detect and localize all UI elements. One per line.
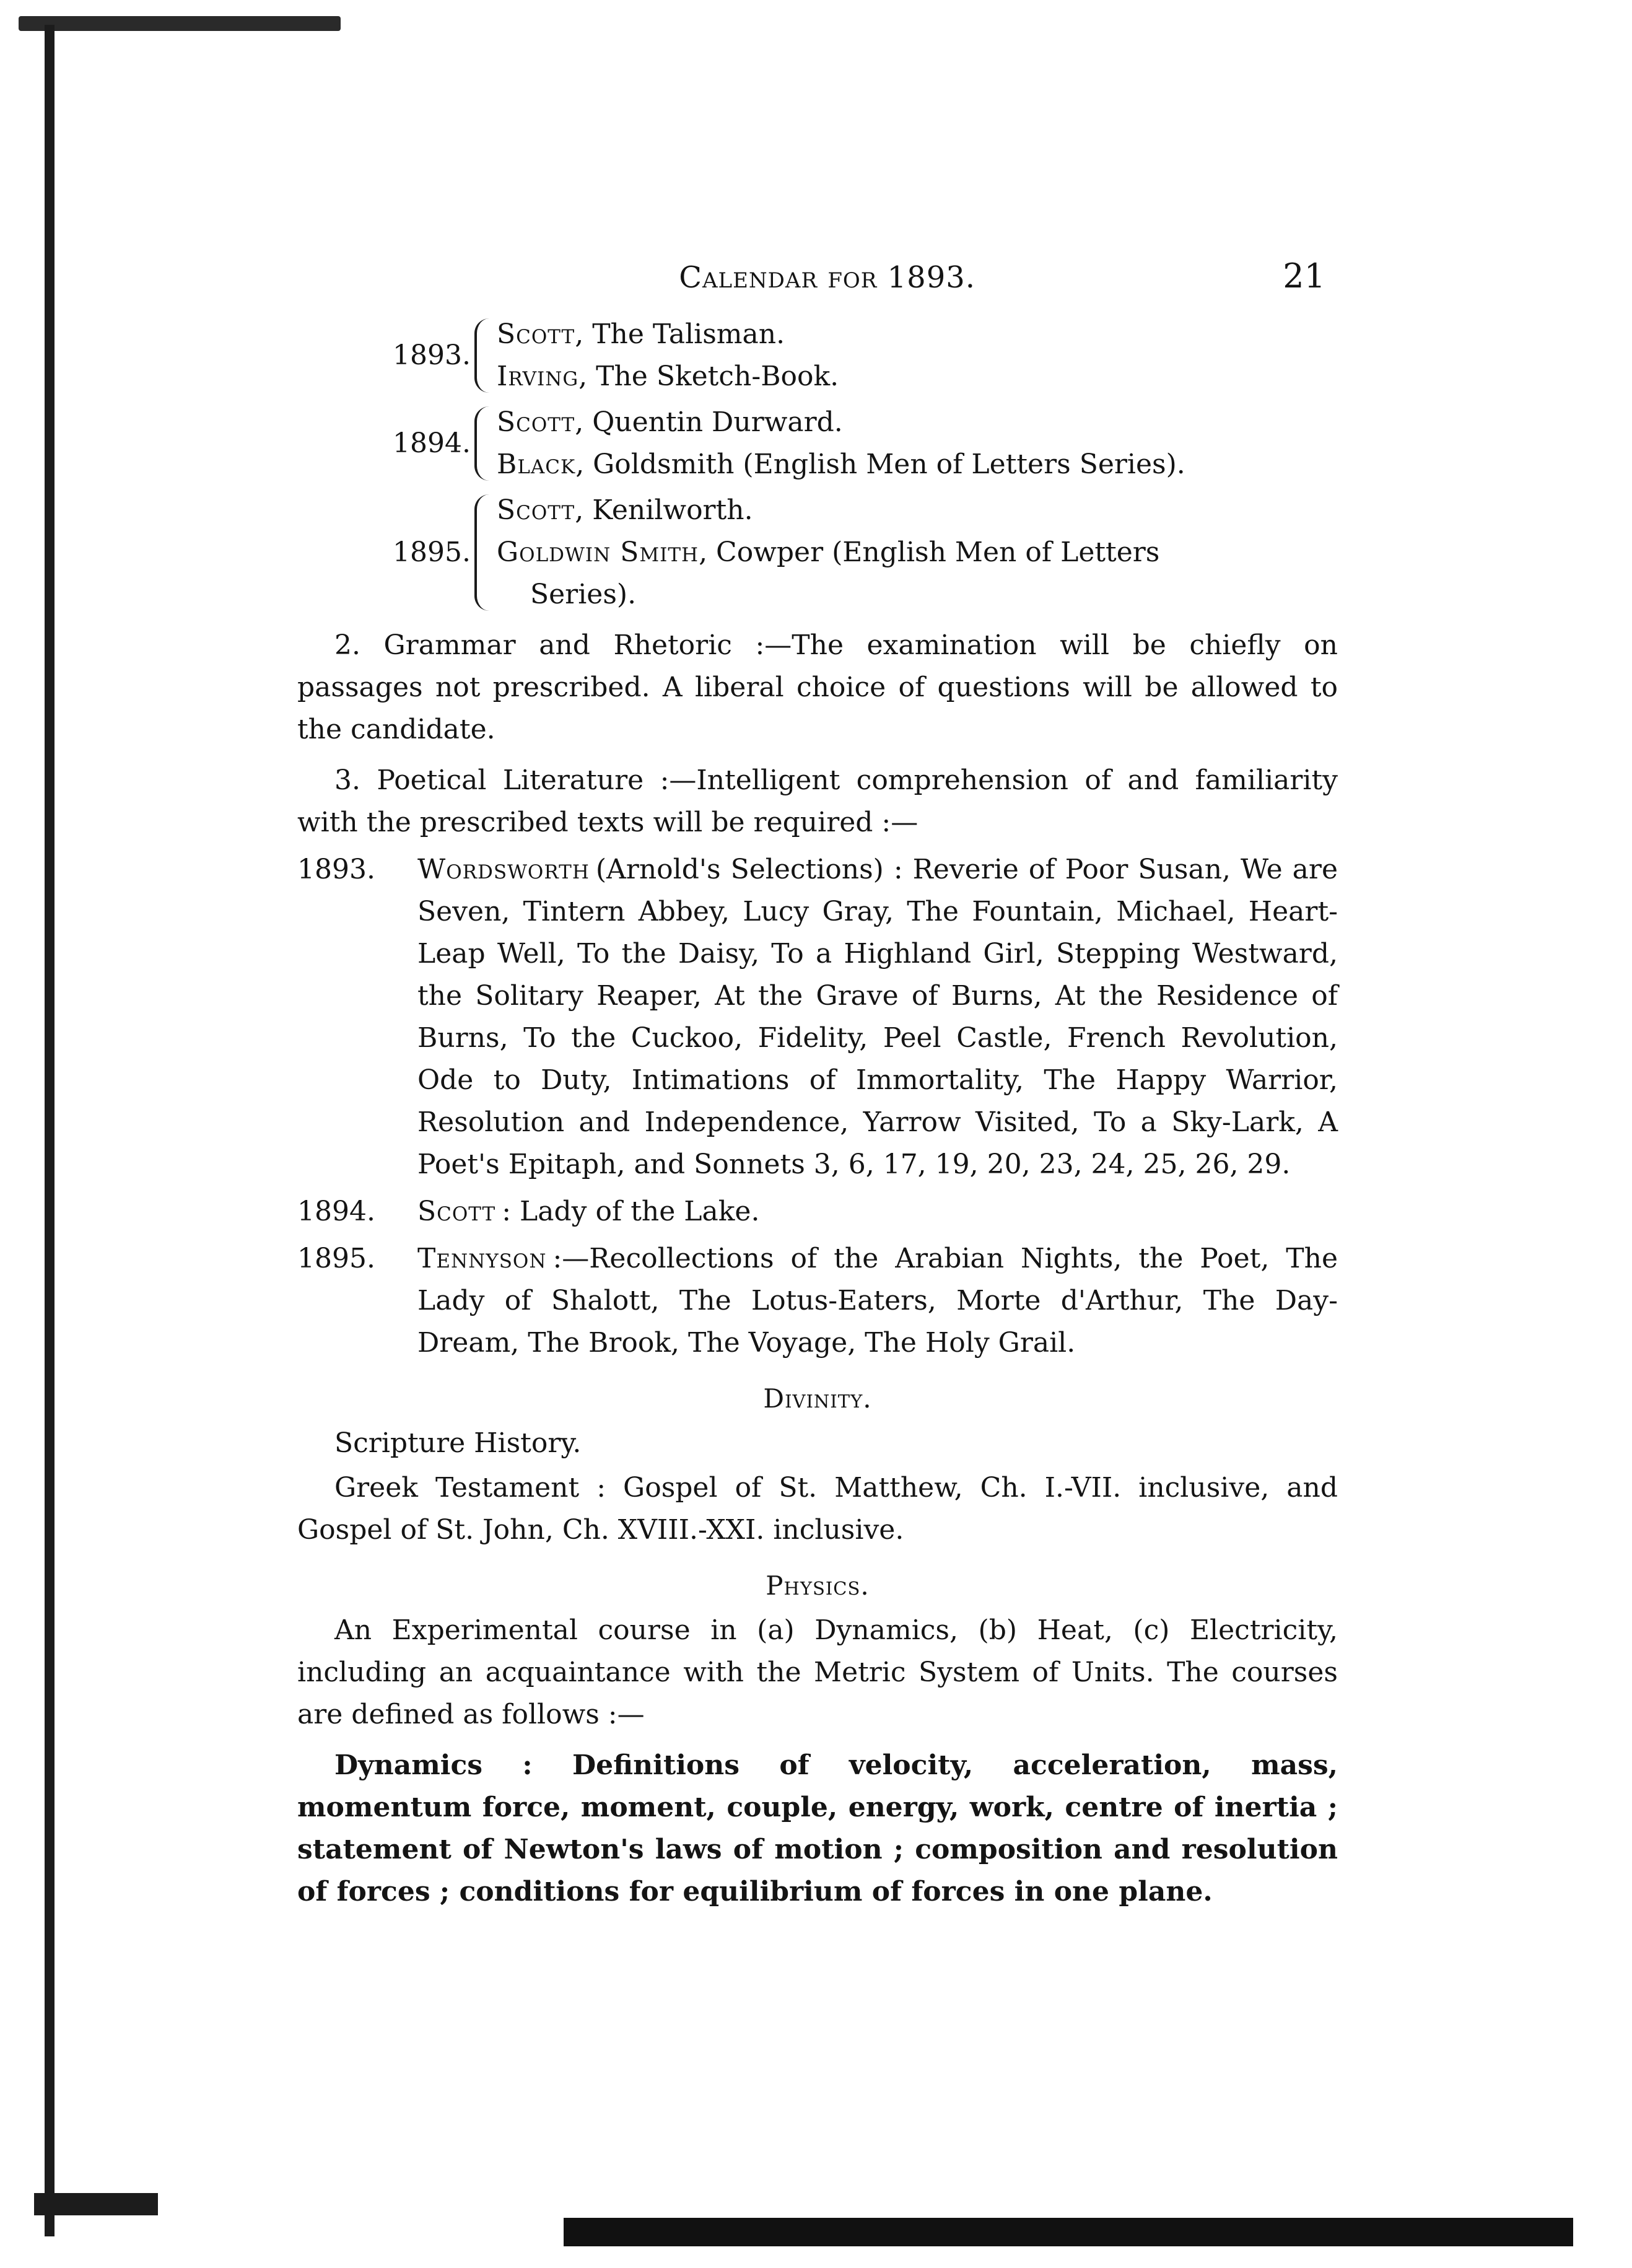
entry-works: :—Recollections of the Arabian Nights, the Poet, The Lady of Shalott, The Lotus-Eaters, Morte d'Arthur, The Day-Dream, The Brook, The Voyage, The Holy Grail. <box>417 1243 1338 1359</box>
entry-works: : Lady of the Lake. <box>502 1196 760 1227</box>
author-name: Black <box>497 449 576 480</box>
author-name: Scott <box>497 406 575 438</box>
author-name: Scott <box>417 1196 496 1227</box>
author-name: Tennyson <box>417 1243 547 1274</box>
work-title: , Goldsmith (English Men of Letters Series). <box>575 449 1185 480</box>
binding-edge-foot <box>34 2193 158 2215</box>
group-line <box>497 532 1338 574</box>
group-line <box>497 444 1338 486</box>
group-line <box>497 401 1338 444</box>
entry-text <box>417 849 1338 1186</box>
group-year: 1893. <box>393 339 471 371</box>
bottom-shadow-bar <box>564 2218 1573 2246</box>
prose-group-1895 <box>390 489 1338 616</box>
group-lines <box>497 401 1338 486</box>
brace <box>474 406 489 481</box>
entry-year: 1895. <box>297 1243 375 1274</box>
author-name: Irving <box>497 361 579 392</box>
running-header <box>297 255 1338 299</box>
divinity-line-2: Greek Testament : Gospel of St. Matthew, Ch. I.-VII. inclusive, and Gospel of St. John, Ch. XVIII.-XXI. inclusive. <box>297 1472 1338 1546</box>
entry-year: 1893. <box>297 854 375 885</box>
work-title: , The Sketch-Book. <box>578 361 839 392</box>
work-title: Series). <box>530 579 637 610</box>
group-line <box>497 574 1338 616</box>
group-lines <box>497 489 1338 616</box>
physics-heading: Physics. <box>766 1570 870 1601</box>
author-name: Goldwin Smith <box>497 536 699 568</box>
entry-text <box>417 1238 1338 1364</box>
group-year: 1894. <box>393 427 471 459</box>
prose-group-1894 <box>390 401 1338 486</box>
author-name: Wordsworth <box>417 854 590 885</box>
page-number: 21 <box>1283 256 1325 296</box>
divinity-line-1: Scripture History. <box>334 1427 582 1459</box>
group-year: 1895. <box>393 536 471 568</box>
work-title: , Quentin Durward. <box>575 406 843 438</box>
entry-text <box>417 1191 1338 1233</box>
group-lines <box>497 313 1338 398</box>
entry-works: (Arnold's Selections) : Reverie of Poor Susan, We are Seven, Tintern Abbey, Lucy Gray, The Fountain, Michael, Heart-Leap Well, To the Daisy, To a Highland Girl, Stepping Westward, the Solitary Reaper, At the Grave of Burns, At the Residence of Burns, To the Cuckoo, Fidelity, Peel Castle, French Revolution, Ode to Duty, Intimations of Immortality, The Happy Warrior, Resolution and Independence, Yarrow Visited, To a Sky-Lark, A Poet's Epitaph, and Sonnets 3, 6, 17, 19, 20, 23, 24, 25, 26, 29. <box>417 854 1338 1180</box>
binding-edge-top <box>19 16 341 31</box>
author-name: Scott <box>497 494 575 526</box>
group-line <box>497 356 1338 398</box>
page-content <box>297 255 1338 1913</box>
group-line <box>497 313 1338 356</box>
poetical-paragraph: 3. Poetical Literature :—Intelligent comprehension of and familiarity with the prescribed texts will be required :— <box>297 764 1338 838</box>
work-title: , The Talisman. <box>575 318 785 350</box>
brace <box>474 494 489 611</box>
divinity-heading: Divinity. <box>763 1383 872 1414</box>
binding-edge <box>45 25 55 2236</box>
poetry-entry-1894 <box>297 1191 1338 1233</box>
grammar-paragraph: 2. Grammar and Rhetoric :—The examination will be chiefly on passages not prescribed. A liberal choice of questions will be allowed to the candidate. <box>297 629 1338 745</box>
physics-intro: An Experimental course in (a) Dynamics, (b) Heat, (c) Electricity, including an acquaintance with the Metric System of Units. The courses are defined as follows :— <box>297 1614 1338 1730</box>
poetry-entry-1893 <box>297 849 1338 1186</box>
work-title: , Cowper (English Men of Letters <box>699 536 1160 568</box>
entry-year: 1894. <box>297 1196 375 1227</box>
author-name: Scott <box>497 318 575 350</box>
group-line <box>497 489 1338 532</box>
brace <box>474 318 489 393</box>
dynamics-paragraph: Dynamics : Definitions of velocity, acceleration, mass, momentum force, moment, couple, energy, work, centre of inertia ; statement of Newton's laws of motion ; composition and resolution of forces ; conditions for equilibrium of forces in one plane. <box>297 1749 1338 1907</box>
work-title: , Kenilworth. <box>575 494 753 526</box>
poetry-entry-1895 <box>297 1238 1338 1364</box>
running-title: Calendar for 1893. <box>679 260 976 295</box>
prose-group-1893 <box>390 313 1338 398</box>
